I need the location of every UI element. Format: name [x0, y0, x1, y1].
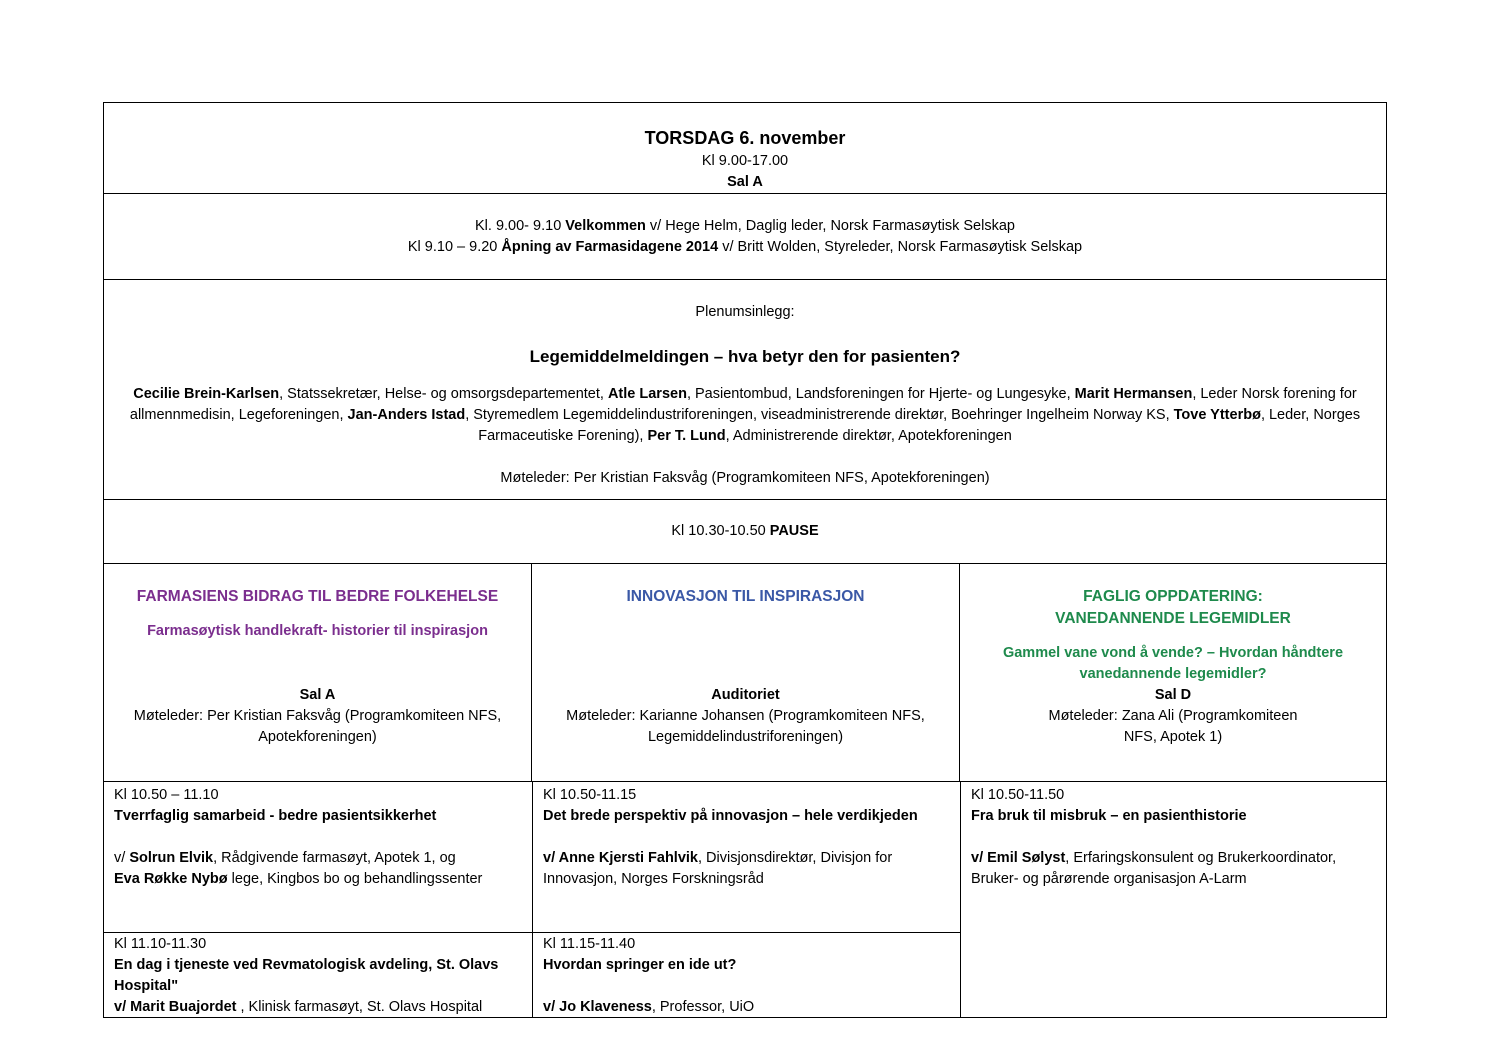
session-time: Kl 10.50 – 11.10 [114, 787, 219, 803]
session-title: Fra bruk til misbruk – en pasienthistorie [971, 808, 1247, 824]
pause-label: PAUSE [769, 523, 819, 539]
session-time: Kl 11.10-11.30 [114, 936, 207, 952]
session-title: En dag i tjeneste ved Revmatologisk avdeling, St. Olavs Hospital" [114, 957, 499, 994]
welcome-title: Velkommen [565, 218, 646, 234]
speaker-role: lege, Kingbos bo og behandlingssenter [227, 871, 483, 887]
speaker-name: Emil Sølyst [987, 850, 1066, 866]
pause-line [104, 500, 1386, 542]
opening-time: Kl 9.10 – 9.20 [407, 239, 502, 255]
track-subtitle: Gammel vane vond å vende? – Hvordan håndtere vanedannende legemidler? [1002, 645, 1344, 682]
track-room: Sal D [1154, 687, 1192, 703]
speaker-name: Anne Kjersti Fahlvik [558, 850, 698, 866]
speaker-role: , Statssekretær, Helse- og omsorgsdepartementet, [279, 386, 608, 402]
pause-section [104, 500, 1386, 564]
speaker-name: Solrun Elvik [129, 850, 214, 866]
session-speakers [543, 997, 950, 1018]
session-a2 [104, 933, 532, 1017]
session-time: Kl 10.50-11.50 [971, 787, 1065, 803]
speaker-name: Eva Røkke Nybø [114, 871, 228, 887]
speaker-role: , Professor, UiO [651, 999, 755, 1015]
speaker-name: Marit Hermansen [1074, 386, 1193, 402]
speaker-prefix: v/ [543, 850, 559, 866]
speaker-prefix: v/ [543, 999, 560, 1015]
speaker-name: Marit Buajordet [130, 999, 237, 1015]
track-moderator: Møteleder: Zana Ali (Programkomiteen NFS, Apotek 1) [1048, 708, 1298, 745]
session-time: Kl 10.50-11.15 [543, 787, 637, 803]
speaker-role: , Leder, Norges Farmaceutiske Forening), [478, 407, 1361, 444]
track-vanedannende [960, 564, 1386, 781]
speaker-name: Tove Ytterbø [1173, 407, 1261, 423]
speaker-name: Jan-Anders Istad [347, 407, 466, 423]
session-title: Det brede perspektiv på innovasjon – hele verdikjeden [543, 808, 918, 824]
speaker-role: , Leder Norsk forening for allmennmedisin, Legeforeningen, [129, 386, 1357, 423]
opening-title: Åpning av Farmasidagene 2014 [501, 239, 719, 255]
session-a1 [104, 782, 532, 932]
day-room: Sal A [727, 174, 763, 190]
speaker-role: , Klinisk farmasøyt, St. Olavs Hospital [236, 999, 483, 1015]
track-title: FARMASIENS BIDRAG TIL BEDRE FOLKEHELSE [136, 588, 499, 605]
speaker-prefix: v/ [971, 850, 988, 866]
plenum-speakers [104, 384, 1386, 447]
plenum-title: Legemiddelmeldingen – hva betyr den for pasienten? [529, 347, 961, 366]
welcome-time: Kl. 9.00- 9.10 [475, 218, 566, 234]
speaker-name: Cecilie Brein-Karlsen [133, 386, 280, 402]
track-title: INNOVASJON TIL INSPIRASJON [626, 588, 865, 605]
welcome-speaker: v/ Hege Helm, Daglig leder, Norsk Farmasøytisk Selskap [645, 218, 1015, 234]
session-title: Tverrfaglig samarbeid - bedre pasientsikkerhet [114, 808, 437, 824]
speaker-role: , Divisjonsdirektør, Divisjon for Innovasjon, Norges Forskningsråd [543, 850, 893, 887]
speaker-name: Jo Klaveness [559, 999, 652, 1015]
speaker-prefix: v/ [114, 850, 130, 866]
session-speakers [114, 997, 522, 1018]
speaker-name: Atle Larsen [607, 386, 687, 402]
speaker-prefix: v/ [114, 999, 131, 1015]
session-b2 [533, 933, 960, 1017]
day-time: Kl 9.00-17.00 [701, 153, 789, 169]
plenum-label: Plenumsinlegg: [695, 304, 795, 320]
sessions-grid [104, 782, 1386, 1017]
plenum-moderator: Møteleder: Per Kristian Faksvåg (Programkomiteen NFS, Apotekforeningen) [500, 470, 990, 486]
speaker-role: , Styremedlem Legemiddelindustriforeningen, viseadministrerende direktør, Boehringer Ingelheim Norway KS, [465, 407, 1174, 423]
track-title: FAGLIG OPPDATERING: VANEDANNENDE LEGEMIDLER [1055, 588, 1291, 627]
track-innovasjon [532, 564, 960, 781]
session-c1 [961, 782, 1386, 1017]
session-time: Kl 11.15-11.40 [543, 936, 636, 952]
opening-line [104, 237, 1386, 258]
session-speakers [543, 848, 950, 890]
session-title: Hvordan springer en ide ut? [543, 957, 737, 973]
track-moderator: Møteleder: Karianne Johansen (Programkomiteen NFS, Legemiddelindustriforeningen) [566, 708, 925, 745]
track-room: Auditoriet [711, 687, 780, 703]
session-b1 [533, 782, 960, 932]
speaker-name: Per T. Lund [647, 428, 726, 444]
track-subtitle: Farmasøytisk handlekraft- historier til inspirasjon [147, 623, 488, 639]
opening-section [104, 194, 1386, 280]
speaker-role: , Erfaringskonsulent og Brukerkoordinator, Bruker- og pårørende organisasjon A-Larm [971, 850, 1337, 887]
session-speakers [971, 848, 1376, 890]
speaker-role: , Administrerende direktør, Apotekforeningen [725, 428, 1012, 444]
welcome-line [104, 216, 1386, 237]
track-folkehelse [104, 564, 532, 781]
tracks-header [104, 564, 1386, 782]
session-speakers [114, 848, 522, 890]
day-header [104, 103, 1386, 194]
day-title: TORSDAG 6. november [644, 128, 846, 148]
speaker-role: , Pasientombud, Landsforeningen for Hjerte- og Lungesyke, [686, 386, 1075, 402]
opening-speaker: v/ Britt Wolden, Styreleder, Norsk Farmasøytisk Selskap [718, 239, 1083, 255]
track-room: Sal A [299, 687, 336, 703]
pause-time: Kl 10.30-10.50 [671, 523, 770, 539]
track-moderator: Møteleder: Per Kristian Faksvåg (Programkomiteen NFS, Apotekforeningen) [133, 708, 502, 745]
speaker-role: , Rådgivende farmasøyt, Apotek 1, og [213, 850, 456, 866]
program-table [103, 102, 1387, 1018]
plenum-section [104, 280, 1386, 500]
